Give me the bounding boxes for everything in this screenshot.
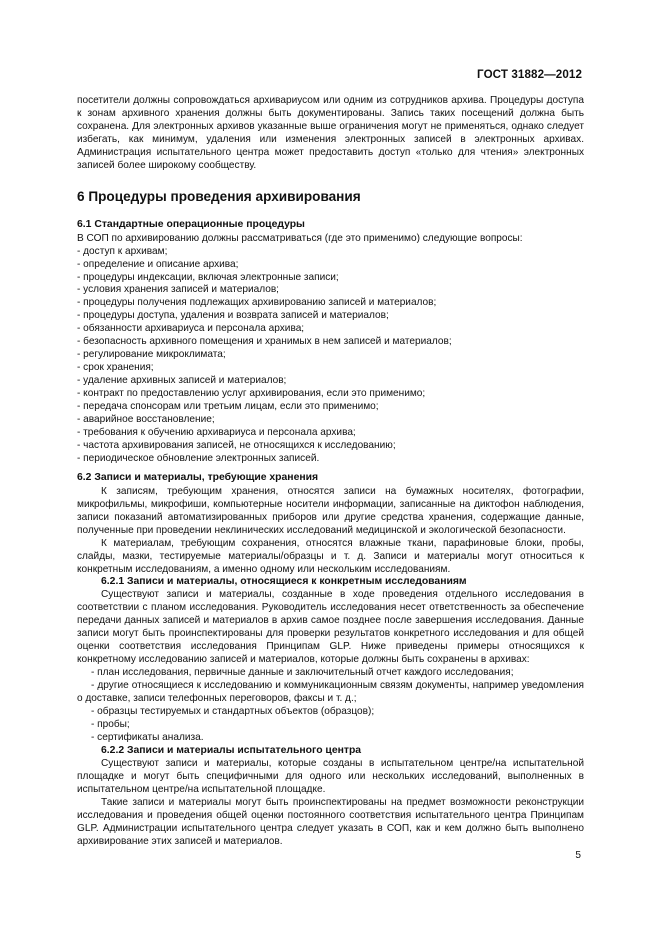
list-item: - определение и описание архива; xyxy=(77,259,584,272)
list-item: - контракт по предоставлению услуг архивирования, если это применимо; xyxy=(77,388,584,401)
section-6-2-paragraph-2: К материалам, требующим сохранения, относятся влажные ткани, парафиновые блоки, пробы, слайды, мазки, тестируемые материалы/образцы и т. д. Записи и материалы могут относиться к конкретным исследованиям, а именно одному или нескольким исследованиям. xyxy=(77,537,584,575)
section-6-1-heading: 6.1 Стандартные операционные процедуры xyxy=(77,218,305,230)
list-item: - срок хранения; xyxy=(77,362,584,375)
section-6-1-lead: В СОП по архивированию должны рассматриваться (где это применимо) следующие вопросы: xyxy=(77,232,523,244)
list-item: - процедуры доступа, удаления и возврата записей и материалов; xyxy=(77,310,584,323)
section-6-2-1-paragraph: Существуют записи и материалы, созданные в ходе проведения отдельного исследования в соответствии с планом исследования. Руководитель исследования несет ответственность за обеспечение передачи данных записей и материалов в архив самое позднее после завершения исследования. Данные записи могут быть проинспектированы для проверки результатов конкретного исследования и для общей оценки соответствия исследования Принципам GLP. Ниже приведены примеры относящихся к конкретному исследованию записей и материалов, которые должны быть сохранены в архивах: xyxy=(77,589,584,666)
section-6-heading: 6 Процедуры проведения архивирования xyxy=(77,188,361,204)
document-code-header: ГОСТ 31882—2012 xyxy=(477,68,582,81)
list-item: - процедуры получения подлежащих архивированию записей и материалов; xyxy=(77,297,584,310)
intro-paragraph: посетители должны сопровождаться архивариусом или одним из сотрудников архива. Процедуры доступа к зонам архивного хранения должны быть документированы. Запись таких посещений должна быть сохранена. Для электронных архивов указанные выше ограничения могут не применяться, однако следует избегать, как минимум, удаления или изменения электронных записей в электронных архивах. Администрация испытательного центра может предоставить доступ «только для чтения» электронных записей более широкому сообществу. xyxy=(77,95,584,171)
list-item: - доступ к архивам; xyxy=(77,246,584,259)
list-item: - обязанности архивариуса и персонала архива; xyxy=(77,323,584,336)
list-item: - процедуры индексации, включая электронные записи; xyxy=(77,272,584,285)
document-body xyxy=(77,95,584,848)
list-item: - сертификаты анализа. xyxy=(77,732,584,745)
list-item: - безопасность архивного помещения и хранимых в нем записей и материалов; xyxy=(77,336,584,349)
page-number: 5 xyxy=(575,850,581,861)
section-6-2-2-paragraph-2: Такие записи и материалы могут быть проинспектированы на предмет возможности реконструкции исследования и проведения общей оценки постоянного соответствия испытательного центра Принципам GLP. Администрации испытательного центра следует указать в СОП, как и кем должно быть выполнено архивирование этих записей и материалов. xyxy=(77,796,584,847)
list-item: - другие относящиеся к исследованию и коммуникационным связям документы, например уведомления о доставке, записи телефонных переговоров, факсы и т. д.; xyxy=(77,680,584,706)
list-item: - удаление архивных записей и материалов; xyxy=(77,375,584,388)
list-item: - условия хранения записей и материалов; xyxy=(77,284,584,297)
section-6-2-paragraph-1: К записям, требующим хранения, относятся записи на бумажных носителях, фотографии, микрофильмы, микрофиши, компьютерные носители информации, записанные на диктофон наблюдения, записи показаний автоматизированных приборов или другие средства хранения, содержащие данные, полученные при проведении неклинических исследований медицинской и экологической безопасности. xyxy=(77,485,584,536)
list-item: - частота архивирования записей, не относящихся к исследованию; xyxy=(77,440,584,453)
section-6-2-heading: 6.2 Записи и материалы, требующие хранения xyxy=(77,471,319,483)
list-item: - образцы тестируемых и стандартных объектов (образцов); xyxy=(77,706,584,719)
study-records-list xyxy=(77,667,584,745)
list-item: - пробы; xyxy=(77,719,584,732)
list-item: - периодическое обновление электронных записей. xyxy=(77,453,584,466)
list-item: - требования к обучению архивариуса и персонала архива; xyxy=(77,427,584,440)
section-6-2-1-heading: 6.2.1 Записи и материалы, относящиеся к конкретным исследованиям xyxy=(101,576,467,588)
list-item: - регулирование микроклимата; xyxy=(77,349,584,362)
list-item: - передача спонсорам или третьим лицам, если это применимо; xyxy=(77,401,584,414)
section-6-2-2-paragraph-1: Существуют записи и материалы, которые созданы в испытательном центре/на испытательной площадке и могут быть специфичными для одного или нескольких исследований, выполненных в испытательном центре/на испытательной площадке. xyxy=(77,757,584,795)
sop-topics-list xyxy=(77,246,584,466)
list-item: - план исследования, первичные данные и заключительный отчет каждого исследования; xyxy=(77,667,584,680)
list-item: - аварийное восстановление; xyxy=(77,414,584,427)
section-6-2-2-heading: 6.2.2 Записи и материалы испытательного центра xyxy=(101,744,362,756)
